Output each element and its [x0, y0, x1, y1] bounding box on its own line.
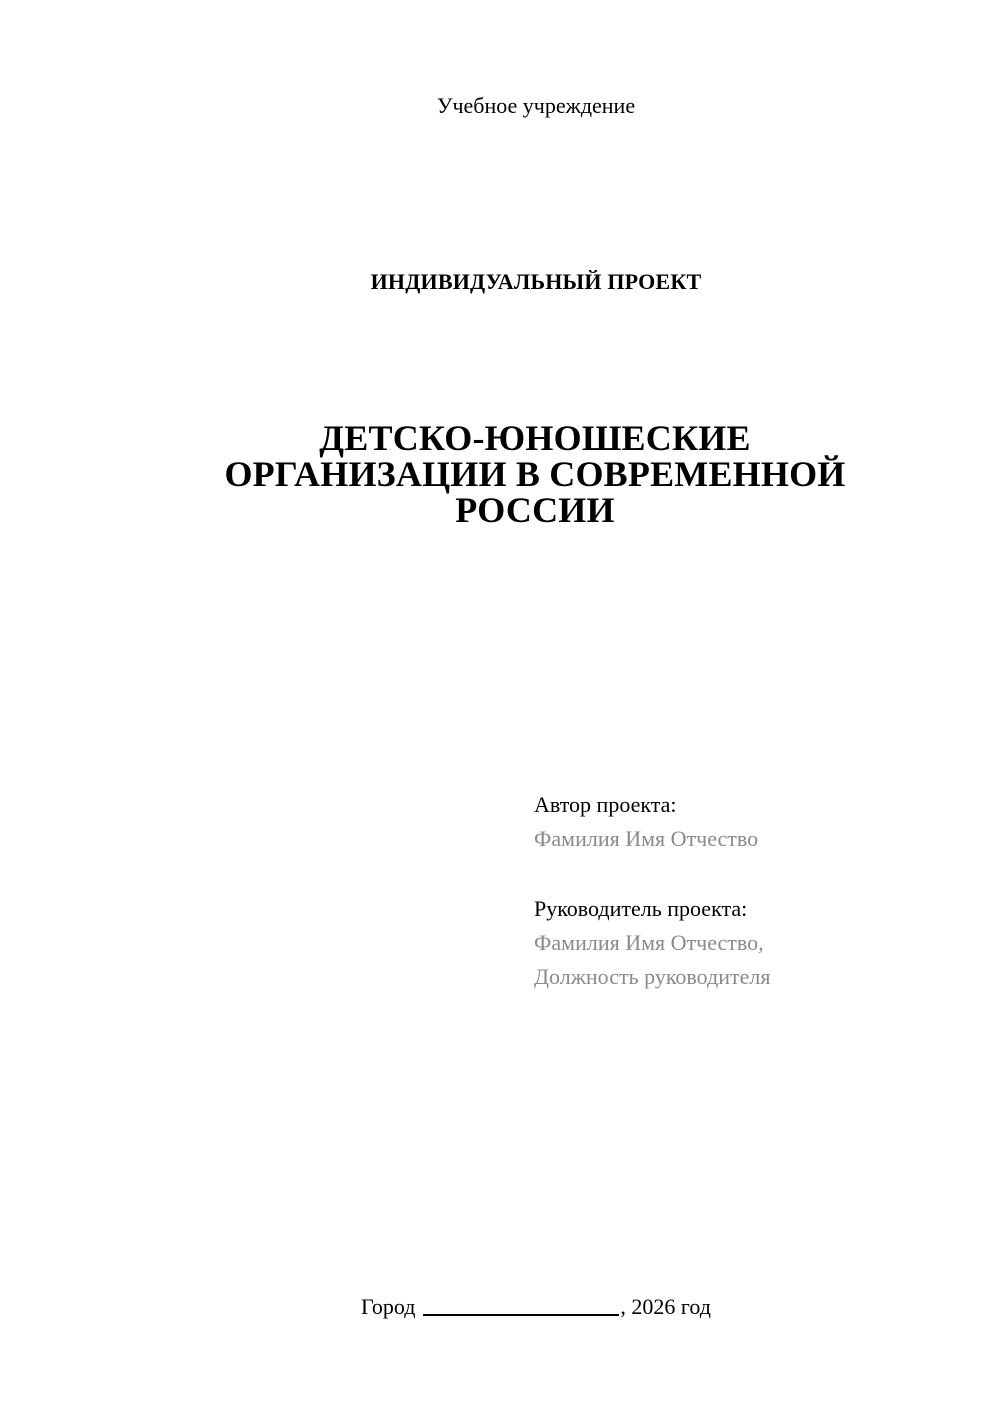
supervisor-label: Руководитель проекта:: [534, 896, 748, 921]
author-name: Фамилия Имя Отчество: [534, 826, 759, 851]
supervisor-position: Должность руководителя: [534, 964, 771, 989]
spacer: [534, 856, 974, 892]
project-title-line-1: ДЕТСКО-ЮНОШЕСКИЕ: [319, 418, 751, 458]
project-type-heading: ИНДИВИДУАЛЬНЫЙ ПРОЕКТ: [370, 269, 702, 294]
city-year-line: [0, 1290, 1000, 1322]
city-blank-line: [423, 1292, 619, 1316]
project-title: [160, 420, 910, 528]
project-info: [534, 788, 974, 994]
city-label: Город: [361, 1294, 416, 1319]
institution-name: Учебное учреждение: [436, 93, 636, 118]
project-title-line-3: РОССИИ: [455, 490, 615, 530]
project-title-line-2: ОРГАНИЗАЦИИ В СОВРЕМЕННОЙ: [224, 454, 846, 494]
supervisor-name: Фамилия Имя Отчество,: [534, 930, 764, 955]
author-label: Автор проекта:: [534, 792, 677, 817]
year-text: , 2026 год: [620, 1294, 711, 1319]
